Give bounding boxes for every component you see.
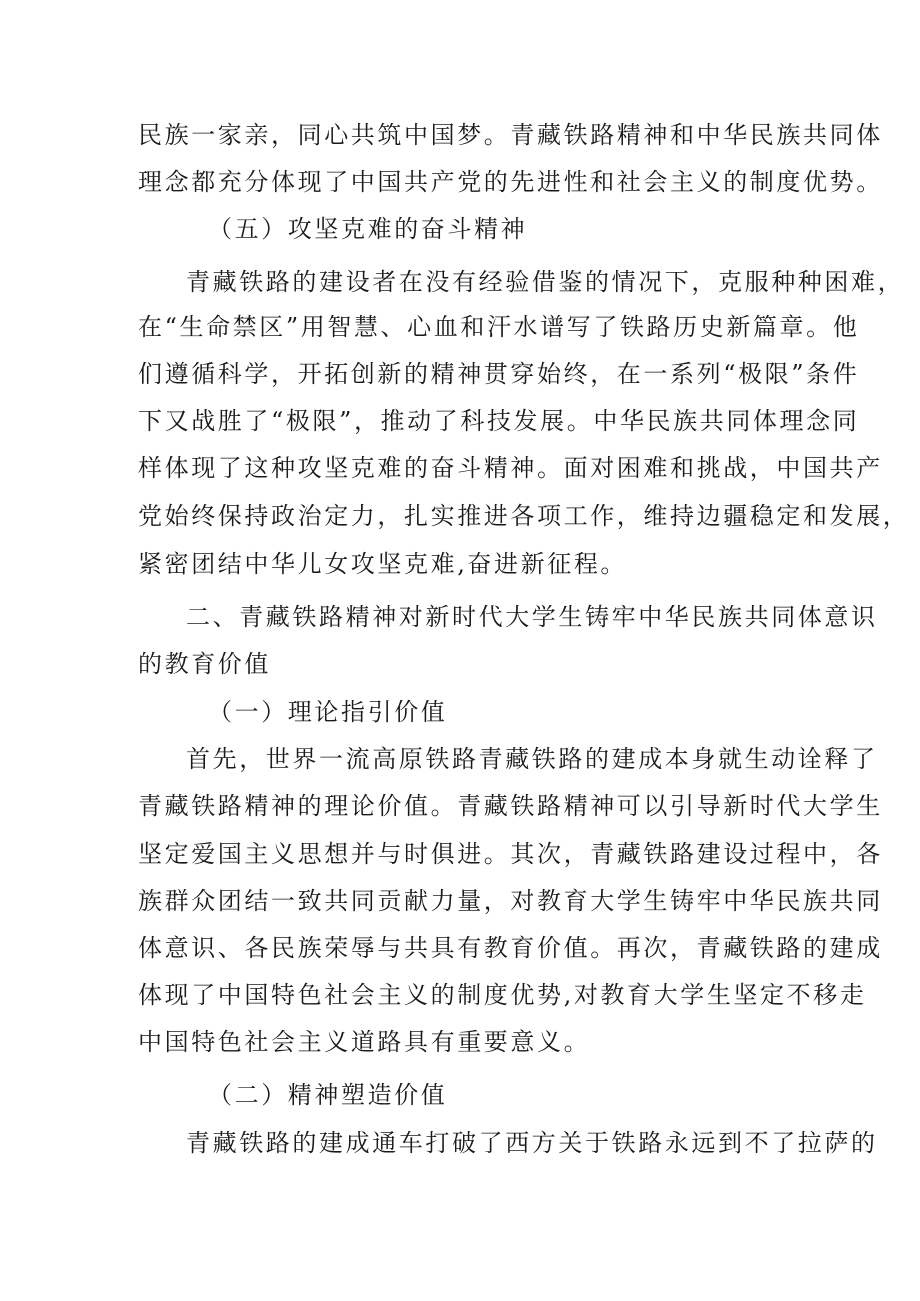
chapter-heading-2-cont: 的教育价值 [138,650,271,678]
text-line-6: 们遵循科学，开拓创新的精神贯穿始终，在一系列“极限”条件 [138,360,860,388]
text-line-22: 青藏铁路的建成通车打破了西方关于铁路永远到不了拉萨的 [186,1129,878,1157]
text-line-19: 体现了中国特色社会主义的制度优势,对教育大学生坚定不移走 [138,981,867,1009]
text-line-9: 党始终保持政治定力，扎实推进各项工作，维持边疆稳定和发展， [138,502,910,530]
section-heading-5: （五）攻坚克难的奋斗精神 [208,215,528,243]
text-line-16: 坚定爱国主义思想并与时俱进。其次，青藏铁路建设过程中，各 [138,840,883,868]
text-line-17: 族群众团结一致共同贡献力量，对教育大学生铸牢中华民族共同 [138,887,883,915]
text-line-1: 民族一家亲，同心共筑中国梦。青藏铁路精神和中华民族共同体 [138,121,883,149]
text-line-20: 中国特色社会主义道路具有重要意义。 [138,1028,591,1056]
text-line-14: 首先，世界一流高原铁路青藏铁路的建成本身就生动诠释了 [186,745,878,773]
text-line-15: 青藏铁路精神的理论价值。青藏铁路精神可以引导新时代大学生 [138,792,883,820]
section-heading-2: （二）精神塑造价值 [208,1081,448,1109]
text-line-10: 紧密团结中华儿女攻坚克难,奋进新征程。 [138,550,628,578]
text-line-2: 理念都充分体现了中国共产党的先进性和社会主义的制度优势。 [138,168,883,196]
text-line-8: 样体现了这种攻坚克难的奋斗精神。面对困难和挑战，中国共产 [138,454,883,482]
text-line-7: 下又战胜了“极限”，推动了科技发展。中华民族共同体理念同 [138,407,860,435]
text-line-5: 在“生命禁区”用智慧、心血和汗水谱写了铁路历史新篇章。他 [138,313,860,341]
chapter-heading-2: 二、青藏铁路精神对新时代大学生铸牢中华民族共同体意识 [186,603,878,631]
text-line-4: 青藏铁路的建设者在没有经验借鉴的情况下，克服种种困难， [186,268,905,296]
section-heading-1: （一）理论指引价值 [208,698,448,726]
text-line-18: 体意识、各民族荣辱与共具有教育价值。再次，青藏铁路的建成 [138,934,883,962]
